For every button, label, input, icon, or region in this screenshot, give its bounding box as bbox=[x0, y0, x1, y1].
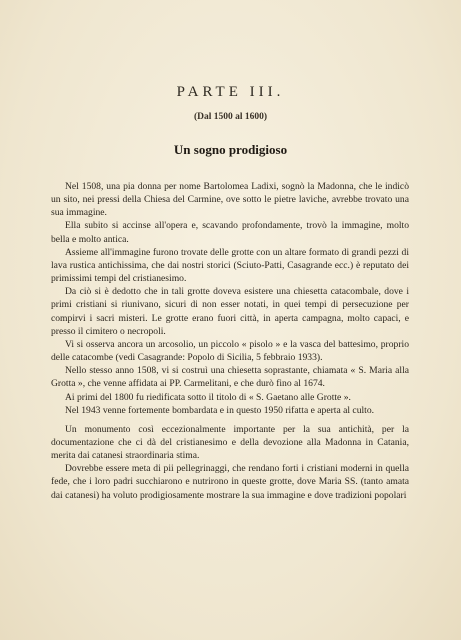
paragraph: Da ciò si è dedotto che in tali grotte doveva esistere una chiesetta catacombale, dove i primi cristiani si riunivano, sicuri di non esser notati, in quei tempi di persecuzione per compirvi i sacri misteri. Le grotte erano fuori città, in aperta campagna, molto capaci, e presso il cimitero o necropoli. bbox=[51, 286, 409, 337]
paragraph: Un monumento così eccezionalmente importante per la sua antichità, per la documentazione che ci dà del cristianesimo e della devozione alla Madonna in Catania, merita dai catanesi straordinaria stima. bbox=[51, 423, 409, 462]
paragraph: Nello stesso anno 1508, vi si costruì una chiesetta soprastante, chiamata « S. Maria alla Grotta », che venne affidata ai PP. Carmelitani, e che durò fino al 1674. bbox=[51, 365, 409, 390]
body-text bbox=[51, 180, 409, 502]
paragraph: Nel 1943 venne fortemente bombardata e in questo 1950 rifatta e aperta al culto. bbox=[65, 404, 375, 416]
paragraph: Ella subito si accinse all'opera e, scavando profondamente, trovò la immagine, molto bella e molto antica. bbox=[51, 220, 409, 245]
paragraph: Ai primi del 1800 fu riedificata sotto il titolo di « S. Gaetano alle Grotte ». bbox=[65, 391, 351, 403]
paragraph: Vi si osserva ancora un arcosolio, un piccolo « pisolo » e la vasca del battesimo, proprio delle catacombe (vedi Casagrande: Popolo di Sicilia, 5 febbraio 1933). bbox=[51, 338, 409, 364]
chapter-title: Un sogno prodigioso bbox=[173, 142, 288, 157]
part-heading: PARTE III. bbox=[176, 84, 285, 100]
paragraph: Assieme all'immagine furono trovate delle grotte con un altare formato di grandi pezzi di lava rustica antichissima, che dai nostri storici (Sciuto-Patti, Casagrande ecc.) è reputato dei primissimi tempi del cristianesimo. bbox=[51, 246, 409, 285]
paragraph: Nel 1508, una pia donna per nome Bartolomea Ladixi, sognò la Madonna, che le indicò un sito, nei pressi della Chiesa del Carmine, ove sotto le pietre laviche, avrebbe trovato una sua immagine. bbox=[51, 181, 409, 219]
period-subtitle: (Dal 1500 al 1600) bbox=[193, 112, 268, 122]
paragraph: Dovrebbe essere meta di pii pellegrinaggi, che rendano forti i cristiani moderni in quella fede, che i loro padri succhiarono e nutrirono in queste grotte, dove Maria SS. (tanto amata dai catanesi) ha voluto prodigiosamente mostrare la sua immagine e dove tradizioni popolari bbox=[51, 463, 409, 501]
